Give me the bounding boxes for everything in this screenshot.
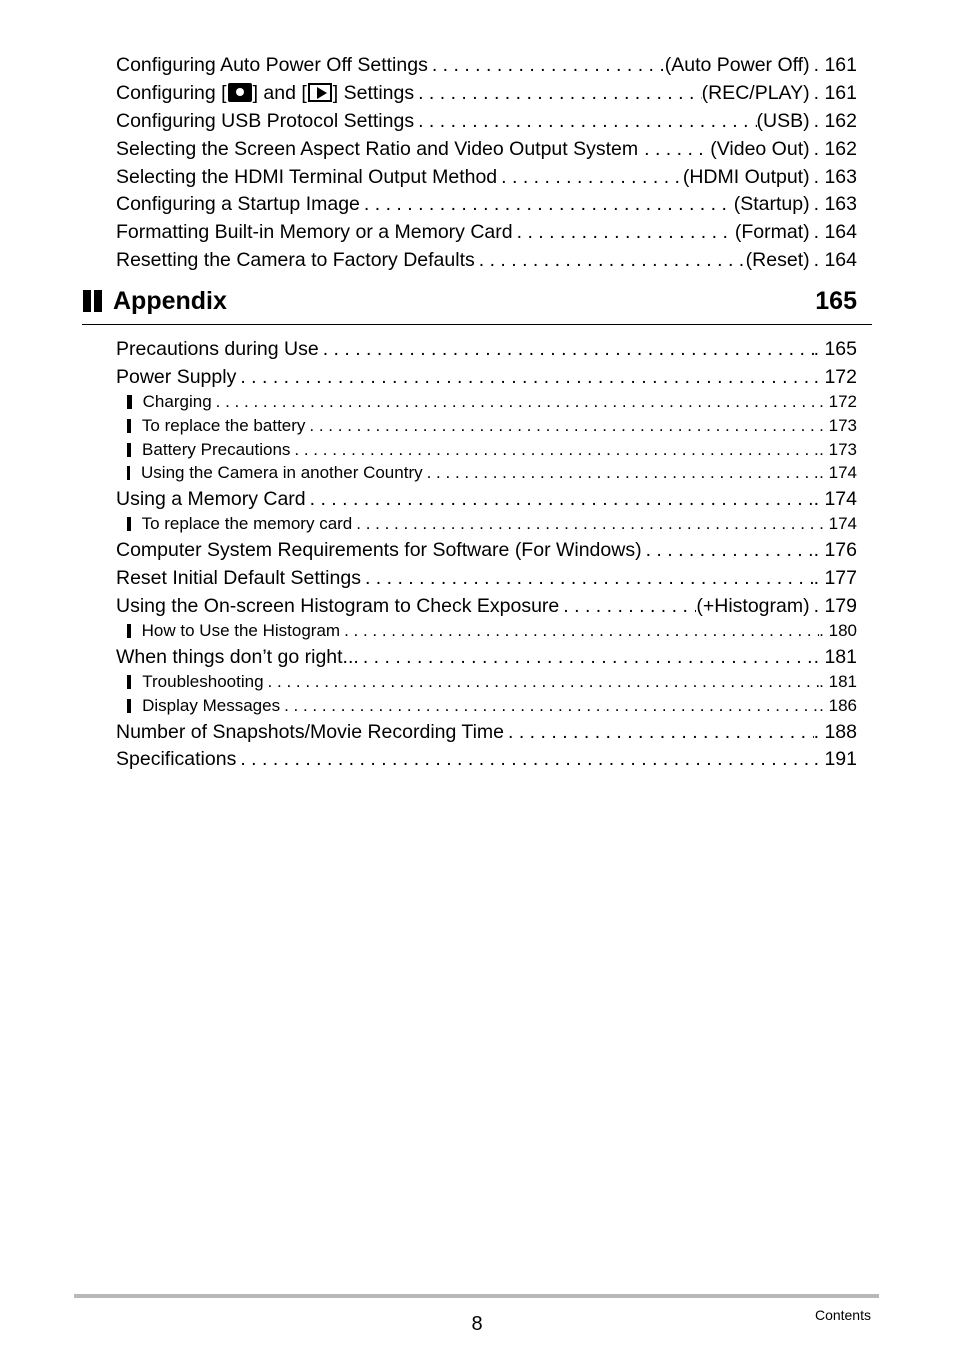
bullet-icon [127, 443, 131, 457]
toc-entry-page: . 174 [819, 463, 857, 483]
bullet-icon [127, 517, 131, 531]
toc-entry[interactable] [116, 488, 857, 511]
section-title: Appendix [113, 287, 227, 315]
toc-entry-label: Formatting Built-in Memory or a Memory Card [116, 221, 513, 243]
toc-entry-page: . 188 [814, 721, 857, 744]
toc-entry-label: Charging [142, 392, 212, 411]
contents-link[interactable]: Contents [814, 1307, 871, 1323]
toc-entry-page: . 173 [819, 440, 857, 460]
dot-leader [513, 221, 735, 244]
dot-leader [414, 110, 756, 133]
toc-entry-label: Selecting the HDMI Terminal Output Method [116, 166, 498, 188]
toc-entry-page: . 173 [819, 416, 857, 436]
toc-entry-page: . 163 [814, 166, 857, 189]
toc-entry-page: . 174 [819, 514, 857, 534]
toc-entry-label: Configuring a Startup Image [116, 193, 360, 215]
label-part: ] Settings [332, 82, 415, 104]
dot-leader [359, 646, 814, 669]
page-number: 8 [471, 1313, 483, 1335]
camera-icon [228, 83, 252, 102]
toc-entry-page: . 181 [819, 672, 857, 692]
toc-entry-label: Using a Memory Card [116, 488, 306, 510]
toc-entry-label: Battery Precautions [142, 440, 291, 459]
toc-entry-label: Selecting the Screen Aspect Ratio and Video Output System [116, 138, 639, 160]
toc-entry-page: . 164 [814, 221, 857, 244]
toc-entry-label: Resetting the Camera to Factory Defaults [116, 249, 475, 271]
toc-entry-note: (Video Out) [710, 138, 810, 160]
bullet-icon [127, 675, 131, 689]
toc-entry-label [116, 82, 414, 105]
toc-entry-note: (REC/PLAY) [701, 82, 810, 104]
dot-leader [306, 488, 814, 511]
toc-entry-page: . 165 [814, 338, 857, 361]
bullet-icon [127, 395, 132, 409]
toc-entry[interactable] [116, 193, 857, 216]
toc-subentry[interactable] [127, 621, 857, 641]
dot-leader [504, 721, 814, 744]
toc-entry-label: Troubleshooting [142, 672, 264, 691]
toc-entry[interactable] [116, 54, 857, 77]
bullet-icon [127, 466, 130, 480]
dot-leader [319, 338, 814, 361]
dot-leader [352, 514, 819, 534]
dot-leader [414, 82, 702, 105]
play-icon [308, 83, 332, 102]
section-marker-icon [83, 287, 105, 316]
toc-entry-note: (Format) [734, 221, 810, 243]
toc-entry-note: (Reset) [745, 249, 810, 271]
toc-entry[interactable] [116, 110, 857, 133]
dot-leader [475, 249, 746, 272]
toc-entry-page: . 172 [819, 392, 857, 412]
toc-entry-label: Configuring Auto Power Off Settings [116, 54, 428, 76]
toc-entry-note: (HDMI Output) [682, 166, 810, 188]
dot-leader [340, 621, 819, 641]
toc-entry[interactable] [116, 366, 857, 389]
toc-subentry[interactable] [127, 696, 857, 716]
toc-entry-label: Computer System Requirements for Software (For Windows) [116, 539, 642, 561]
toc-entry-page: . 191 [814, 748, 857, 771]
toc-entry-label: Display Messages [142, 696, 281, 715]
section-title-wrap [83, 287, 227, 316]
dot-leader [290, 440, 819, 460]
toc-entry-note: (USB) [756, 110, 810, 132]
dot-leader [638, 138, 710, 161]
dot-leader [305, 416, 819, 436]
toc-entry-label: Specifications [116, 748, 237, 770]
toc-entry-page: . 186 [819, 696, 857, 716]
toc-subentry[interactable] [127, 416, 857, 436]
toc-entry-page: . 162 [814, 138, 857, 161]
dot-leader [642, 539, 814, 562]
dot-leader [212, 392, 820, 412]
toc-entry[interactable] [116, 338, 857, 361]
toc-entry[interactable] [116, 567, 857, 590]
toc-entry-note: (+Histogram) [696, 595, 810, 617]
section-page: 165 [815, 287, 857, 315]
dot-leader [236, 366, 813, 389]
toc-entry-page: . 177 [814, 567, 857, 590]
toc-entry-label: Power Supply [116, 366, 237, 388]
toc-entry[interactable] [116, 539, 857, 562]
toc-entry[interactable] [116, 595, 857, 618]
toc-entry-label: Number of Snapshots/Movie Recording Time [116, 721, 505, 743]
toc-entry[interactable] [116, 748, 857, 771]
toc-entry-label: How to Use the Histogram [141, 621, 341, 640]
toc-entry-label: Using the On-screen Histogram to Check Exposure [116, 595, 560, 617]
toc-entry-page: . 172 [814, 366, 857, 389]
toc-subentry[interactable] [127, 672, 857, 692]
toc-entry-label: To replace the memory card [141, 514, 353, 533]
bullet-icon [127, 699, 131, 713]
bullet-icon [127, 419, 131, 433]
toc-entry[interactable] [116, 721, 857, 744]
label-part: ] and [ [252, 82, 307, 104]
dot-leader [497, 166, 683, 189]
toc-entry-label: Precautions during Use [116, 338, 319, 360]
dot-leader [236, 748, 813, 771]
dot-leader [360, 193, 734, 216]
toc-entry[interactable] [116, 82, 857, 105]
toc-entry-label: Configuring USB Protocol Settings [116, 110, 415, 132]
dot-leader [361, 567, 814, 590]
toc-subentry[interactable] [127, 463, 857, 483]
toc-entry-page: . 162 [814, 110, 857, 133]
toc-entry-page: . 176 [814, 539, 857, 562]
section-divider [82, 324, 872, 325]
dot-leader [264, 672, 820, 692]
toc-entry-label: Reset Initial Default Settings [116, 567, 361, 589]
toc-entry-page: . 181 [814, 646, 857, 669]
toc-entry-page: . 163 [814, 193, 857, 216]
toc-entry-label: Using the Camera in another Country [141, 463, 423, 482]
footer-divider [74, 1294, 879, 1298]
toc-subentry[interactable] [127, 440, 857, 460]
section-heading[interactable] [83, 287, 857, 316]
toc-entry-page: . 161 [814, 54, 857, 77]
toc-entry-page: . 174 [814, 488, 857, 511]
dot-leader [423, 463, 820, 483]
toc-entry-page: . 179 [814, 595, 857, 618]
dot-leader [280, 696, 819, 716]
toc-entry-label: When things don’t go right... [116, 646, 359, 668]
toc-entry[interactable] [116, 138, 857, 161]
label-part: Configuring [ [116, 82, 227, 104]
toc-entry-page: . 164 [814, 249, 857, 272]
toc-entry[interactable] [116, 646, 857, 669]
toc-entry-note: (Auto Power Off) [664, 54, 810, 76]
toc-entry[interactable] [116, 166, 857, 189]
toc-entry-note: (Startup) [733, 193, 810, 215]
toc-entry-label: To replace the battery [141, 416, 306, 435]
dot-leader [428, 54, 665, 77]
toc-entry-page: . 161 [814, 82, 857, 105]
dot-leader [559, 595, 696, 618]
bullet-icon [127, 624, 131, 638]
toc-subentry[interactable] [127, 392, 857, 412]
toc-entry-page: . 180 [819, 621, 857, 641]
toc-entry[interactable] [116, 221, 857, 244]
toc-subentry[interactable] [127, 514, 857, 534]
toc-entry[interactable] [116, 249, 857, 272]
